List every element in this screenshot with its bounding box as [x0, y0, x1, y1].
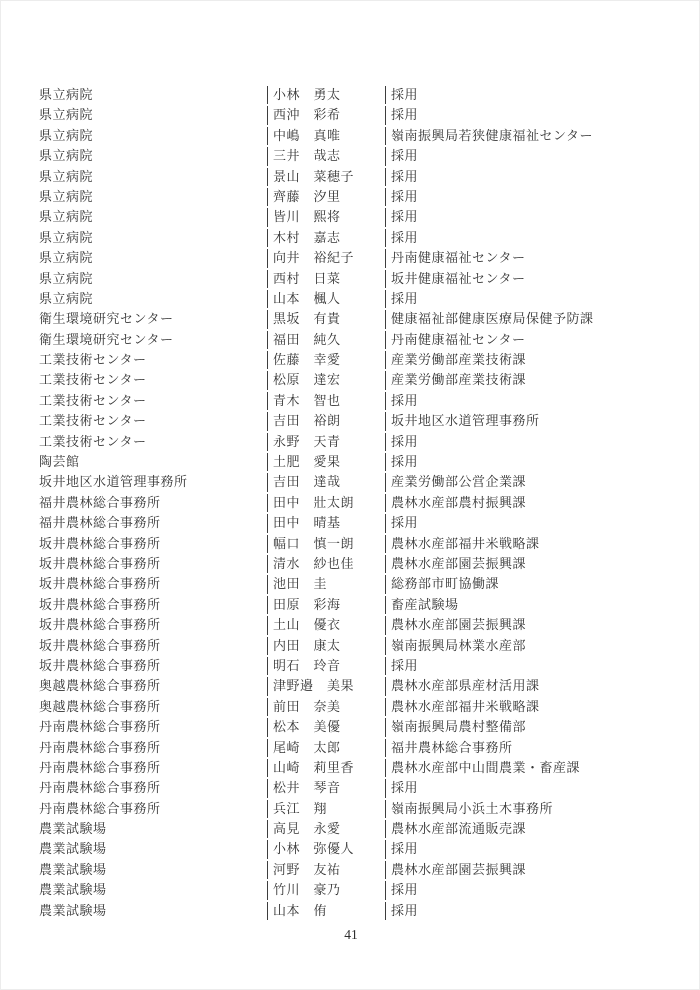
organization-cell: 丹南農林総合事務所	[39, 780, 161, 796]
table-row	[39, 249, 664, 267]
organization-cell: 工業技術センター	[39, 392, 147, 408]
table-row	[39, 739, 664, 757]
destination-cell: 採用	[385, 290, 664, 308]
table-row	[39, 596, 664, 614]
person-name-cell: 黒坂 有貴	[267, 310, 385, 328]
organization-cell: 坂井農林総合事務所	[39, 555, 161, 571]
table-row	[39, 270, 664, 288]
destination-cell: 採用	[385, 433, 664, 451]
table-row	[39, 106, 664, 124]
table-row	[39, 494, 664, 512]
organization-cell: 農業試験場	[39, 902, 107, 918]
organization-cell: 工業技術センター	[39, 433, 147, 449]
destination-cell: 産業労働部産業技術課	[385, 351, 664, 369]
person-name-cell: 幅口 慎一朗	[267, 535, 385, 553]
organization-cell: 福井農林総合事務所	[39, 515, 161, 531]
organization-cell: 奥越農林総合事務所	[39, 678, 161, 694]
person-name-cell: 土山 優衣	[267, 616, 385, 634]
table-row	[39, 453, 664, 471]
destination-cell: 総務部市町協働課	[385, 575, 664, 593]
organization-cell: 県立病院	[39, 250, 94, 266]
organization-cell: 衛生環境研究センター	[39, 331, 174, 347]
table-row	[39, 147, 664, 165]
destination-cell: 採用	[385, 208, 664, 226]
table-row	[39, 412, 664, 430]
table-row	[39, 820, 664, 838]
person-name-cell: 松原 達宏	[267, 371, 385, 389]
person-name-cell: 山本 楓人	[267, 290, 385, 308]
person-name-cell: 田中 壯太朗	[267, 494, 385, 512]
organization-cell: 県立病院	[39, 107, 94, 123]
destination-cell: 坂井地区水道管理事務所	[385, 412, 664, 430]
table-row	[39, 657, 664, 675]
person-name-cell: 河野 友祐	[267, 861, 385, 879]
destination-cell: 丹南健康福祉センター	[385, 331, 664, 349]
table-row	[39, 371, 664, 389]
destination-cell: 嶺南振興局林業水産部	[385, 637, 664, 655]
table-row	[39, 208, 664, 226]
destination-cell: 嶺南振興局若狭健康福祉センター	[385, 127, 664, 145]
table-row	[39, 718, 664, 736]
person-name-cell: 佐藤 幸愛	[267, 351, 385, 369]
person-name-cell: 皆川 熙将	[267, 208, 385, 226]
destination-cell: 産業労働部産業技術課	[385, 371, 664, 389]
destination-cell: 採用	[385, 779, 664, 797]
person-name-cell: 松井 琴音	[267, 779, 385, 797]
organization-cell: 工業技術センター	[39, 372, 147, 388]
table-row	[39, 433, 664, 451]
destination-cell: 採用	[385, 229, 664, 247]
person-name-cell: 景山 菜穂子	[267, 168, 385, 186]
table-row	[39, 575, 664, 593]
person-name-cell: 田原 彩海	[267, 596, 385, 614]
destination-cell: 農林水産部福井米戦略課	[385, 698, 664, 716]
table-row	[39, 86, 664, 104]
person-name-cell: 田中 晴基	[267, 514, 385, 532]
table-row	[39, 800, 664, 818]
person-name-cell: 福田 純久	[267, 331, 385, 349]
person-name-cell: 明石 玲音	[267, 657, 385, 675]
organization-cell: 県立病院	[39, 87, 94, 102]
destination-cell: 採用	[385, 881, 664, 899]
person-name-cell: 内田 康太	[267, 637, 385, 655]
destination-cell: 採用	[385, 657, 664, 675]
organization-cell: 農業試験場	[39, 821, 107, 837]
organization-cell: 県立病院	[39, 127, 94, 143]
destination-cell: 産業労働部公営企業課	[385, 473, 664, 491]
organization-cell: 県立病院	[39, 168, 94, 184]
destination-cell: 採用	[385, 453, 664, 471]
table-row	[39, 392, 664, 410]
person-name-cell: 小林 弥優人	[267, 840, 385, 858]
table-row	[39, 188, 664, 206]
table-row	[39, 779, 664, 797]
organization-cell: 県立病院	[39, 270, 94, 286]
destination-cell: 農林水産部流通販売課	[385, 820, 664, 838]
table-row	[39, 881, 664, 899]
organization-cell: 丹南農林総合事務所	[39, 800, 161, 816]
organization-cell: 県立病院	[39, 148, 94, 164]
person-name-cell: 中嶋 真唯	[267, 127, 385, 145]
organization-cell: 坂井農林総合事務所	[39, 596, 161, 612]
destination-cell: 採用	[385, 840, 664, 858]
organization-cell: 坂井農林総合事務所	[39, 637, 161, 653]
destination-cell: 嶺南振興局農村整備部	[385, 718, 664, 736]
person-name-cell: 小林 勇太	[267, 86, 385, 104]
table-row	[39, 902, 664, 920]
organization-cell: 農業試験場	[39, 882, 107, 898]
person-name-cell: 木村 嘉志	[267, 229, 385, 247]
table-row	[39, 637, 664, 655]
person-name-cell: 尾崎 太郎	[267, 739, 385, 757]
destination-cell: 丹南健康福祉センター	[385, 249, 664, 267]
destination-cell: 採用	[385, 86, 664, 104]
destination-cell: 採用	[385, 392, 664, 410]
person-name-cell: 齊藤 汐里	[267, 188, 385, 206]
organization-cell: 坂井農林総合事務所	[39, 617, 161, 633]
person-name-cell: 向井 裕紀子	[267, 249, 385, 267]
roster-table	[39, 86, 664, 922]
organization-cell: 坂井地区水道管理事務所	[39, 474, 188, 490]
organization-cell: 丹南農林総合事務所	[39, 739, 161, 755]
person-name-cell: 津野邉 美果	[267, 677, 385, 695]
person-name-cell: 高見 永愛	[267, 820, 385, 838]
person-name-cell: 三井 哉志	[267, 147, 385, 165]
person-name-cell: 兵江 翔	[267, 800, 385, 818]
destination-cell: 採用	[385, 168, 664, 186]
organization-cell: 工業技術センター	[39, 352, 147, 368]
destination-cell: 畜産試験場	[385, 596, 664, 614]
person-name-cell: 竹川 豪乃	[267, 881, 385, 899]
person-name-cell: 西村 日菜	[267, 270, 385, 288]
table-row	[39, 331, 664, 349]
organization-cell: 奥越農林総合事務所	[39, 698, 161, 714]
table-row	[39, 840, 664, 858]
organization-cell: 福井農林総合事務所	[39, 494, 161, 510]
organization-cell: 陶芸館	[39, 454, 80, 470]
person-name-cell: 山本 侑	[267, 902, 385, 920]
destination-cell: 採用	[385, 188, 664, 206]
table-row	[39, 698, 664, 716]
organization-cell: 丹南農林総合事務所	[39, 759, 161, 775]
destination-cell: 農林水産部中山間農業・畜産課	[385, 759, 664, 777]
organization-cell: 坂井農林総合事務所	[39, 535, 161, 551]
table-row	[39, 555, 664, 573]
organization-cell: 県立病院	[39, 188, 94, 204]
organization-cell: 坂井農林総合事務所	[39, 576, 161, 592]
person-name-cell: 吉田 裕朗	[267, 412, 385, 430]
table-row	[39, 168, 664, 186]
table-row	[39, 290, 664, 308]
table-row	[39, 616, 664, 634]
person-name-cell: 松本 美優	[267, 718, 385, 736]
table-row	[39, 514, 664, 532]
destination-cell: 採用	[385, 106, 664, 124]
person-name-cell: 清水 紗也佳	[267, 555, 385, 573]
person-name-cell: 吉田 達哉	[267, 473, 385, 491]
destination-cell: 農林水産部県産材活用課	[385, 677, 664, 695]
table-row	[39, 861, 664, 879]
organization-cell: 丹南農林総合事務所	[39, 719, 161, 735]
destination-cell: 採用	[385, 514, 664, 532]
person-name-cell: 永野 天青	[267, 433, 385, 451]
destination-cell: 福井農林総合事務所	[385, 739, 664, 757]
table-row	[39, 310, 664, 328]
organization-cell: 坂井農林総合事務所	[39, 657, 161, 673]
organization-cell: 県立病院	[39, 209, 94, 225]
destination-cell: 採用	[385, 902, 664, 920]
person-name-cell: 土肥 愛果	[267, 453, 385, 471]
table-row	[39, 759, 664, 777]
organization-cell: 工業技術センター	[39, 413, 147, 429]
person-name-cell: 青木 智也	[267, 392, 385, 410]
destination-cell: 農林水産部園芸振興課	[385, 616, 664, 634]
organization-cell: 県立病院	[39, 229, 94, 245]
destination-cell: 採用	[385, 147, 664, 165]
person-name-cell: 池田 圭	[267, 575, 385, 593]
destination-cell: 農林水産部園芸振興課	[385, 861, 664, 879]
table-row	[39, 473, 664, 491]
table-row	[39, 351, 664, 369]
destination-cell: 農林水産部農村振興課	[385, 494, 664, 512]
person-name-cell: 西沖 彩希	[267, 106, 385, 124]
table-row	[39, 127, 664, 145]
organization-cell: 農業試験場	[39, 841, 107, 857]
table-row	[39, 229, 664, 247]
person-name-cell: 山崎 莉里香	[267, 759, 385, 777]
destination-cell: 坂井健康福祉センター	[385, 270, 664, 288]
organization-cell: 衛生環境研究センター	[39, 311, 174, 327]
table-row	[39, 535, 664, 553]
destination-cell: 嶺南振興局小浜土木事務所	[385, 800, 664, 818]
person-name-cell: 前田 奈美	[267, 698, 385, 716]
organization-cell: 農業試験場	[39, 861, 107, 877]
organization-cell: 県立病院	[39, 290, 94, 306]
destination-cell: 農林水産部福井米戦略課	[385, 535, 664, 553]
table-row	[39, 677, 664, 695]
destination-cell: 農林水産部園芸振興課	[385, 555, 664, 573]
destination-cell: 健康福祉部健康医療局保健予防課	[385, 310, 664, 328]
page-number: 41	[344, 927, 358, 942]
